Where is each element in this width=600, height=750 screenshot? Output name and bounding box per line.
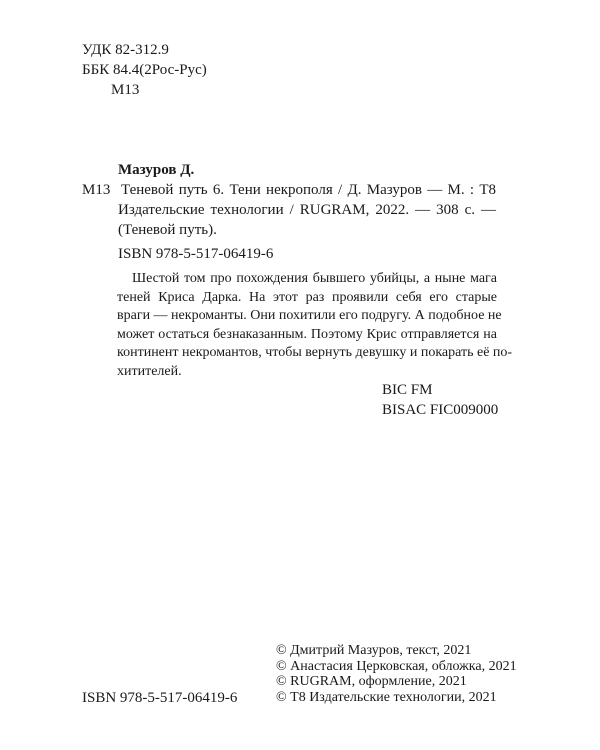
bibliographic-line: Теневой путь 6. Тени некрополя / Д. Мазуров — М. : Т8 xyxy=(121,182,496,198)
footer-isbn: ISBN 978-5-517-06419-6 xyxy=(82,690,238,706)
annotation-line: континент некромантов, чтобы вернуть девушку и покарать её по- xyxy=(117,345,513,361)
isbn-line: ISBN 978-5-517-06419-6 xyxy=(118,246,274,262)
bibliographic-line: Издательские технологии / RUGRAM, 2022. — 308 с. — xyxy=(118,202,496,218)
copyright-line: © Т8 Издательские технологии, 2021 xyxy=(276,689,497,705)
annotation-line: теней Криса Дарка. На этот раз проявили себя его старые xyxy=(117,289,497,305)
author-sign-code-margin: М13 xyxy=(82,182,111,198)
bibliographic-description xyxy=(118,180,496,240)
author-heading: Мазуров Д. xyxy=(118,162,195,178)
bisac-code: BISAC FIC009000 xyxy=(382,402,499,418)
udk-code: УДК 82-312.9 xyxy=(82,42,169,58)
annotation-line: Шестой том про похождения бывшего убийцы, а ныне мага xyxy=(132,271,497,286)
bibliographic-line: (Теневой путь). xyxy=(118,222,217,238)
annotation xyxy=(117,270,513,382)
bbk-code: ББК 84.4(2Рос-Рус) xyxy=(82,62,207,78)
author-sign-code: М13 xyxy=(111,82,140,98)
bic-code: BIC FM xyxy=(382,382,433,398)
copyright-line: © RUGRAM, оформление, 2021 xyxy=(276,674,467,690)
copyright-block xyxy=(276,643,517,705)
annotation-line: хитителей. xyxy=(117,363,182,379)
annotation-line: может остаться безнаказанным. Поэтому Крис отправляется на xyxy=(117,326,497,342)
annotation-line: враги — некроманты. Они похитили его подругу. А подобное не xyxy=(117,308,502,324)
copyright-line: © Дмитрий Мазуров, текст, 2021 xyxy=(276,643,472,658)
copyright-line: © Анастасия Церковская, обложка, 2021 xyxy=(276,658,517,674)
